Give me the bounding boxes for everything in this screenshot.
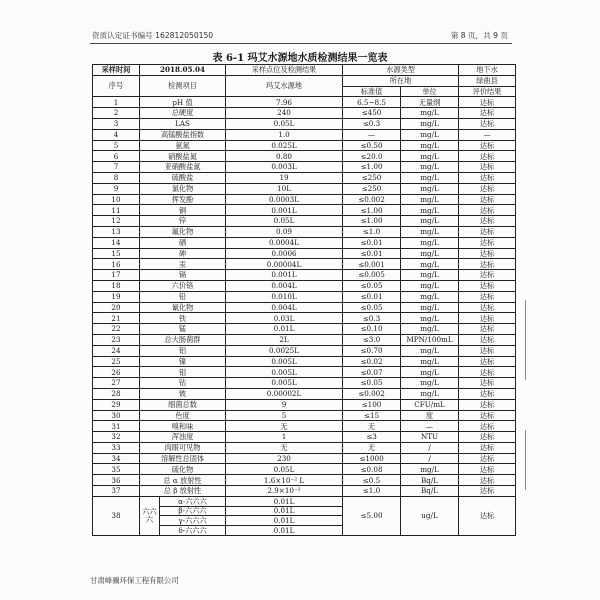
row-test-item: 溶解性总固体 (140, 453, 226, 464)
row-number: 23 (93, 334, 140, 345)
row-evaluation: 达标 (459, 151, 516, 162)
row-number: 6 (93, 151, 140, 162)
scan-binding-mark (525, 300, 526, 380)
row-evaluation: 达标 (459, 172, 516, 183)
table-row (93, 421, 516, 432)
row-test-item: 总硬度 (140, 108, 226, 119)
row-standard-value: ≤3.0 (343, 334, 401, 345)
row-evaluation: 达标 (459, 259, 516, 270)
row-result-value: 7.96 (226, 97, 343, 108)
table-row (93, 345, 516, 356)
table-row (93, 486, 516, 497)
row-unit: mg/L (401, 464, 459, 475)
row-result-value: 2L (226, 334, 343, 345)
table-row (93, 270, 516, 281)
row-standard-value: ≤1.00 (343, 162, 401, 173)
header-location: 所在地 (343, 75, 459, 86)
row-standard-value: ≤450 (343, 108, 401, 119)
row-test-item: 氰化物 (140, 302, 226, 313)
row-number: 22 (93, 324, 140, 335)
row-result-value: 240 (226, 108, 343, 119)
row-evaluation: 达标 (459, 475, 516, 486)
table-row (93, 237, 516, 248)
table-row (93, 324, 516, 335)
row-test-item: 肉眼可见物 (140, 442, 226, 453)
row-result-value: 0.03L (226, 313, 343, 324)
row-unit: / (401, 453, 459, 464)
row-standard-value: ≤0.002 (343, 388, 401, 399)
company-name: 甘肃峰骥环保工程有限公司 (90, 576, 179, 585)
table-row-subitem (93, 496, 516, 506)
row-unit: mg/L (401, 388, 459, 399)
row-result-value: 0.025L (226, 140, 343, 151)
row-test-item: 钴 (140, 378, 226, 389)
row-evaluation: 达标 (459, 486, 516, 497)
table-row (93, 259, 516, 270)
row-evaluation: 达标 (459, 410, 516, 421)
row-unit: mg/L (401, 108, 459, 119)
row-standard-value: ≤0.001 (343, 259, 401, 270)
row-test-item: 总 α 放射性 (140, 475, 226, 486)
row-test-item: 钼 (140, 367, 226, 378)
row-unit: MPN/100mL (401, 334, 459, 345)
row-sub-item: γ-六六六 (160, 516, 226, 526)
row-result-value: 0.005L (226, 378, 343, 389)
row-result-value: 0.010L (226, 291, 343, 302)
row-result-value: 0.0004L (226, 237, 343, 248)
row-unit: 无量纲 (401, 97, 459, 108)
row-number: 16 (93, 259, 140, 270)
row-unit: mg/L (401, 151, 459, 162)
row-number: 34 (93, 453, 140, 464)
row-evaluation: 达标 (459, 97, 516, 108)
row-evaluation: 达标 (459, 464, 516, 475)
row-standard-value: ≤0.005 (343, 270, 401, 281)
row-evaluation: 达标 (459, 302, 516, 313)
row-standard-value: ≤1.00 (343, 216, 401, 227)
table-row (93, 410, 516, 421)
row-unit: mg/L (401, 324, 459, 335)
row-result-value: 0.05L (226, 118, 343, 129)
row-evaluation: 达标 (459, 291, 516, 302)
table-row (93, 97, 516, 108)
table-title: 表 6-1 玛艾水源地水质检测结果一览表 (212, 53, 388, 64)
row-unit: mg/L (401, 205, 459, 216)
header-row-1 (93, 65, 516, 76)
row-unit: mg/L (401, 313, 459, 324)
table-row (93, 432, 516, 443)
row-evaluation: 达标 (459, 421, 516, 432)
results-table (92, 64, 516, 536)
row-result-value: 0.0006 (226, 248, 343, 259)
table-row (93, 172, 516, 183)
row-result-value: 无 (226, 421, 343, 432)
row-result-value: 0.80 (226, 151, 343, 162)
row-result-value: 0.01L (226, 526, 343, 536)
row-standard-value: ≤0.05 (343, 378, 401, 389)
row-result-value: 0.001L (226, 270, 343, 281)
row-number: 19 (93, 291, 140, 302)
row-number: 10 (93, 194, 140, 205)
row-test-item: 锌 (140, 216, 226, 227)
row-number: 18 (93, 280, 140, 291)
row-number: 35 (93, 464, 140, 475)
row-evaluation: 达标 (459, 334, 516, 345)
row-standard-value: ≤100 (343, 399, 401, 410)
row-sub-item: δ-六六六 (160, 526, 226, 536)
row-number: 17 (93, 270, 140, 281)
row-result-value: 19 (226, 172, 343, 183)
row-number: 38 (93, 496, 140, 535)
row-unit: mg/L (401, 248, 459, 259)
row-test-item: 挥发酚 (140, 194, 226, 205)
row-test-item: 氟化物 (140, 226, 226, 237)
row-unit: mg/L (401, 345, 459, 356)
row-standard-value: ≤1.00 (343, 205, 401, 216)
row-unit: mg/L (401, 259, 459, 270)
table-row (93, 453, 516, 464)
row-standard-value: ≤0.3 (343, 313, 401, 324)
row-standard-value: ≤0.07 (343, 367, 401, 378)
row-test-item: 硫化物 (140, 464, 226, 475)
row-result-value: 0.001L (226, 205, 343, 216)
row-evaluation: 达标 (459, 280, 516, 291)
row-unit: Bq/L (401, 475, 459, 486)
row-unit: mg/L (401, 291, 459, 302)
scan-binding-mark-lower (525, 430, 526, 490)
row-number: 26 (93, 367, 140, 378)
row-unit: NTU (401, 432, 459, 443)
row-number: 25 (93, 356, 140, 367)
header-source-type: 水源类型 (343, 65, 459, 76)
row-standard-value: ≤0.70 (343, 345, 401, 356)
row-unit: mg/L (401, 270, 459, 281)
row-standard-value: ≤3 (343, 432, 401, 443)
row-result-value: 0.09 (226, 226, 343, 237)
row-standard-value: ≤250 (343, 172, 401, 183)
row-standard-value: ≤1.0 (343, 486, 401, 497)
row-test-item: 亚硝酸盐氮 (140, 162, 226, 173)
row-test-item: 铁 (140, 313, 226, 324)
row-standard-value: ≤0.01 (343, 237, 401, 248)
row-number: 30 (93, 410, 140, 421)
row-evaluation: 达标 (459, 399, 516, 410)
table-row (93, 399, 516, 410)
row-unit: mg/L (401, 183, 459, 194)
row-evaluation: 达标 (459, 118, 516, 129)
row-unit: mg/L (401, 356, 459, 367)
row-standard-value: ≤0.10 (343, 324, 401, 335)
table-row (93, 205, 516, 216)
row-result-value: 5 (226, 410, 343, 421)
table-row (93, 118, 516, 129)
table-row (93, 334, 516, 345)
table-row (93, 291, 516, 302)
row-number: 14 (93, 237, 140, 248)
row-evaluation: 达标 (459, 140, 516, 151)
row-result-value: 0.004L (226, 280, 343, 291)
row-evaluation: 达标 (459, 432, 516, 443)
row-result-value: 0.003L (226, 162, 343, 173)
row-test-item: 镍 (140, 356, 226, 367)
row-unit: / (401, 442, 459, 453)
row-number: 13 (93, 226, 140, 237)
row-number: 3 (93, 118, 140, 129)
header-divider (90, 43, 512, 44)
table-row (93, 129, 516, 140)
row-test-item: 铝 (140, 345, 226, 356)
row-number: 12 (93, 216, 140, 227)
table-row (93, 280, 516, 291)
row-number: 29 (93, 399, 140, 410)
table-row (93, 140, 516, 151)
row-test-item: 镉 (140, 270, 226, 281)
row-result-value: 无 (226, 442, 343, 453)
row-unit: mg/L (401, 162, 459, 173)
row-unit: mg/L (401, 216, 459, 227)
row-standard-value: ≤0.3 (343, 118, 401, 129)
row-standard-value: 无 (343, 421, 401, 432)
row-test-item: 高锰酸盐指数 (140, 129, 226, 140)
row-result-value: 0.05L (226, 216, 343, 227)
table-row (93, 302, 516, 313)
row-number: 36 (93, 475, 140, 486)
row-result-value: 0.00004L (226, 259, 343, 270)
row-unit: mg/L (401, 302, 459, 313)
row-evaluation: 达标 (459, 453, 516, 464)
row-unit: mg/L (401, 129, 459, 140)
row-evaluation: 达标 (459, 205, 516, 216)
row-evaluation: 达标 (459, 248, 516, 259)
header-test-item: 检测项目 (140, 75, 226, 97)
row-test-item: 细菌总数 (140, 399, 226, 410)
row-result-value: 1 (226, 432, 343, 443)
row-result-value: 0.01L (226, 496, 343, 506)
row-standard-value: ≤0.08 (343, 464, 401, 475)
header-evaluation: 评价结果 (459, 86, 516, 97)
row-standard-value: ≤0.02 (343, 356, 401, 367)
row-number: 32 (93, 432, 140, 443)
row-result-value: 0.01L (226, 324, 343, 335)
row-number: 1 (93, 97, 140, 108)
page-number: 第 8 页，共 9 页 (450, 31, 508, 40)
row-standard-value: ≤0.50 (343, 140, 401, 151)
row-unit: mg/L (401, 118, 459, 129)
row-test-item: 总 β 放射性 (140, 486, 226, 497)
header-sampling-point: 采样点位及检测结果 (226, 65, 343, 76)
row-standard-value: ≤0.002 (343, 194, 401, 205)
row-result-value: 9 (226, 399, 343, 410)
table-row (93, 248, 516, 259)
row-number: 8 (93, 172, 140, 183)
row-test-item: 硫酸盐 (140, 172, 226, 183)
row-evaluation: 达标 (459, 324, 516, 335)
header-row-2 (93, 75, 516, 86)
row-result-value: 1.6×10⁻² L (226, 475, 343, 486)
row-unit: mg/L (401, 194, 459, 205)
header-groundwater: 地下水 (459, 65, 516, 76)
row-sub-item: β-六六六 (160, 506, 226, 516)
row-test-item: 铍 (140, 388, 226, 399)
row-evaluation: 达标 (459, 345, 516, 356)
row-result-value: 0.0003L (226, 194, 343, 205)
row-standard-value: ≤15 (343, 410, 401, 421)
certificate-number: 资质认定证书编号 162812050150 (92, 31, 214, 40)
row-unit: mg/L (401, 280, 459, 291)
row-evaluation: 达标 (459, 226, 516, 237)
row-evaluation: 达标 (459, 442, 516, 453)
row-evaluation: 达标 (459, 313, 516, 324)
table-row (93, 216, 516, 227)
table-row (93, 162, 516, 173)
row-evaluation: 达标 (459, 162, 516, 173)
row-unit: mg/L (401, 378, 459, 389)
row-result-value: 0.00002L (226, 388, 343, 399)
row-number: 5 (93, 140, 140, 151)
row-unit: ug/L (401, 496, 459, 535)
table-row (93, 388, 516, 399)
table-row (93, 475, 516, 486)
row-result-value: 230 (226, 453, 343, 464)
row-standard-value: ≤0.5 (343, 475, 401, 486)
row-unit: CFU/mL (401, 399, 459, 410)
row-standard-value: 无 (343, 442, 401, 453)
row-test-item: 氨氮 (140, 140, 226, 151)
table-row (93, 313, 516, 324)
row-number: 27 (93, 378, 140, 389)
row-standard-value: ≤0.05 (343, 280, 401, 291)
row-test-item: 总大肠菌群 (140, 334, 226, 345)
row-standard-value: — (343, 129, 401, 140)
row-test-item: 汞 (140, 259, 226, 270)
row-standard-value: ≤5.00 (343, 496, 401, 535)
row-number: 7 (93, 162, 140, 173)
row-number: 28 (93, 388, 140, 399)
row-number: 24 (93, 345, 140, 356)
table-row (93, 378, 516, 389)
row-test-item: 硝酸盐氮 (140, 151, 226, 162)
table-row (93, 226, 516, 237)
row-test-item: 铜 (140, 205, 226, 216)
row-test-item: 嗅和味 (140, 421, 226, 432)
row-result-value: 10L (226, 183, 343, 194)
row-evaluation: 达标 (459, 356, 516, 367)
row-group-label: 六六六 (140, 496, 160, 535)
row-standard-value: ≤0.05 (343, 302, 401, 313)
row-result-value: 0.004L (226, 302, 343, 313)
row-number: 21 (93, 313, 140, 324)
row-evaluation: 达标 (459, 367, 516, 378)
row-test-item: 砷 (140, 248, 226, 259)
row-number: 2 (93, 108, 140, 119)
table-row (93, 108, 516, 119)
row-number: 9 (93, 183, 140, 194)
row-unit: mg/L (401, 172, 459, 183)
row-result-value: 0.0025L (226, 345, 343, 356)
row-unit: mg/L (401, 226, 459, 237)
row-standard-value: ≤0.01 (343, 248, 401, 259)
row-test-item: 锰 (140, 324, 226, 335)
row-standard-value: ≤1.0 (343, 226, 401, 237)
row-evaluation: 达标 (459, 270, 516, 281)
table-row (93, 464, 516, 475)
row-sub-item: α-六六六 (160, 496, 226, 506)
header-unit: 单位 (401, 86, 459, 97)
row-standard-value: ≤1000 (343, 453, 401, 464)
row-standard-value: ≤0.01 (343, 291, 401, 302)
table-row (93, 356, 516, 367)
row-number: 33 (93, 442, 140, 453)
row-result-value: 2.9×10⁻² (226, 486, 343, 497)
row-unit: Bq/L (401, 486, 459, 497)
row-number: 31 (93, 421, 140, 432)
row-number: 15 (93, 248, 140, 259)
row-evaluation: — (459, 129, 516, 140)
row-standard-value: ≤250 (343, 183, 401, 194)
row-evaluation: 达标 (459, 496, 516, 535)
row-test-item: 氯化物 (140, 183, 226, 194)
row-result-value: 1.0 (226, 129, 343, 140)
header-sampling-time: 采样时间 (93, 65, 140, 76)
row-test-item: 色度 (140, 410, 226, 421)
row-evaluation: 达标 (459, 183, 516, 194)
table-row (93, 183, 516, 194)
row-test-item: 硒 (140, 237, 226, 248)
row-standard-value: ≤20.0 (343, 151, 401, 162)
row-evaluation: 达标 (459, 194, 516, 205)
row-unit: — (401, 421, 459, 432)
row-evaluation: 达标 (459, 237, 516, 248)
row-result-value: 0.005L (226, 367, 343, 378)
row-evaluation: 达标 (459, 108, 516, 119)
row-test-item: LAS (140, 118, 226, 129)
row-unit: mg/L (401, 237, 459, 248)
row-result-value: 0.01L (226, 516, 343, 526)
row-number: 4 (93, 129, 140, 140)
row-standard-value: 6.5~8.5 (343, 97, 401, 108)
table-row (93, 367, 516, 378)
table-row (93, 151, 516, 162)
row-number: 20 (93, 302, 140, 313)
row-evaluation: 达标 (459, 378, 516, 389)
header-serial-no: 序号 (93, 75, 140, 97)
row-unit: 度 (401, 410, 459, 421)
table-row (93, 194, 516, 205)
header-county: 绿曲县 (459, 75, 516, 86)
row-number: 11 (93, 205, 140, 216)
row-test-item: pH 值 (140, 97, 226, 108)
header-site-name: 玛艾水源地 (226, 75, 343, 97)
row-number: 37 (93, 486, 140, 497)
row-unit: mg/L (401, 367, 459, 378)
row-result-value: 0.01L (226, 506, 343, 516)
table-row (93, 442, 516, 453)
row-evaluation: 达标 (459, 388, 516, 399)
row-test-item: 浑浊度 (140, 432, 226, 443)
header-sampling-date: 2018.05.04 (140, 65, 226, 76)
row-test-item: 六价铬 (140, 280, 226, 291)
row-result-value: 0.05L (226, 464, 343, 475)
row-evaluation: 达标 (459, 216, 516, 227)
row-unit: mg/L (401, 140, 459, 151)
row-result-value: 0.005L (226, 356, 343, 367)
header-standard-value: 标准值 (343, 86, 401, 97)
row-test-item: 铅 (140, 291, 226, 302)
